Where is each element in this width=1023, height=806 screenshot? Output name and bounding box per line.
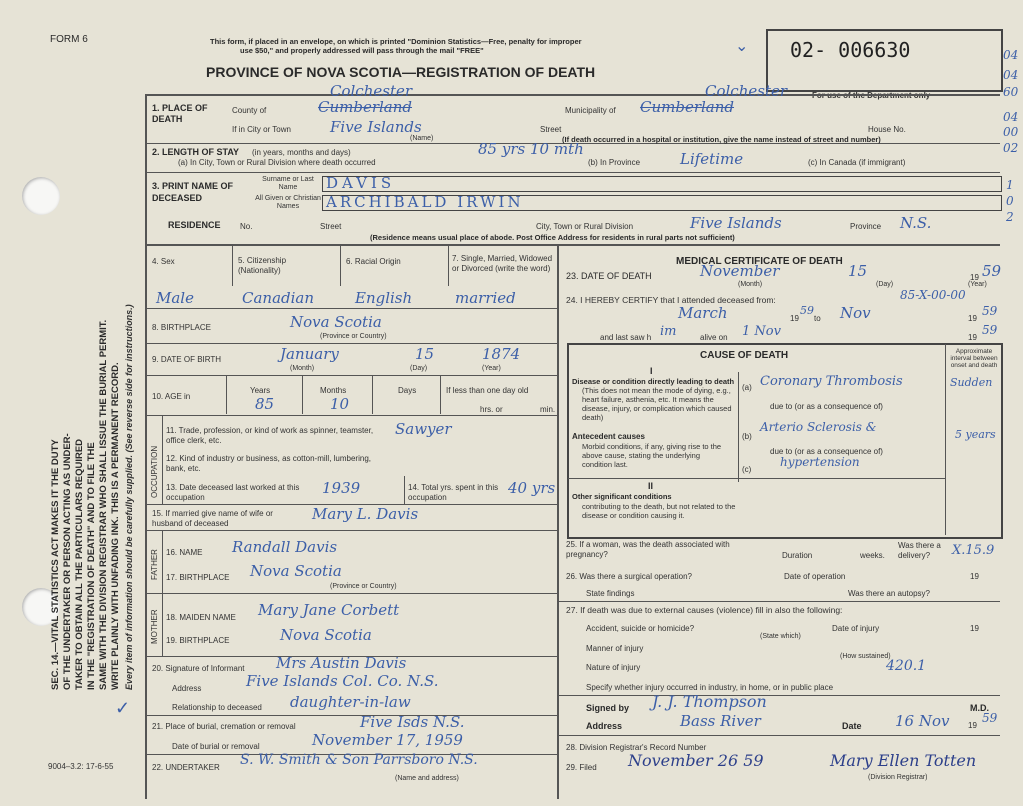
alive-on-value: 1 Nov	[742, 324, 781, 339]
municipality-label: Municipality of	[565, 106, 616, 115]
print-name-label: 3. PRINT NAME OF DECEASED	[152, 181, 234, 203]
father-birthplace-label: 17. BIRTHPLACE	[166, 573, 230, 582]
date-of-birth-label: 9. DATE OF BIRTH	[152, 355, 222, 364]
manner-label: Manner of injury	[586, 644, 644, 653]
province-or-country-sub-father: (Province or Country)	[330, 583, 397, 590]
father-name-value: Randall Davis	[232, 538, 338, 556]
burial-place-value: Five Isds N.S.	[360, 713, 465, 731]
month-sub: (Month)	[290, 365, 315, 372]
house-no-label: House No.	[868, 125, 906, 134]
industry-label: 12. Kind of industry or business, as cotton-mill, lumbering, bank, etc.	[166, 454, 371, 473]
margin-code: 60	[1003, 85, 1019, 99]
interval-a-value: Sudden	[950, 376, 993, 389]
antecedent-label: Antecedent causes	[572, 432, 645, 441]
attended-to-year: 59	[982, 304, 998, 318]
residence-city-label: City, Town or Rural Division	[536, 222, 634, 231]
surname-label: Surname or Last Name	[262, 176, 314, 191]
hospital-note: (If death occurred in a hospital or institution, give the name instead of street and number)	[562, 135, 881, 144]
injury-19: 19	[970, 624, 979, 633]
if-less-label: If less than one day old	[446, 386, 529, 395]
cause-c-value: hypertension	[780, 455, 860, 469]
racial-origin-label: 6. Racial Origin	[346, 257, 401, 266]
stay-c-label: (c) In Canada (if immigrant)	[808, 158, 906, 167]
margin-code: 0	[1006, 194, 1014, 208]
death-day-sub: (Day)	[876, 281, 894, 288]
stay-b-label: (b) In Province	[588, 158, 641, 167]
other-sig-label: Other significant conditions	[572, 492, 672, 501]
residence-city-value: Five Islands	[690, 214, 782, 232]
surname-field[interactable]	[322, 176, 1002, 192]
cause-title: CAUSE OF DEATH	[700, 350, 789, 361]
dob-year-value: 1874	[482, 345, 521, 363]
spouse-label: 15. If married give name of wife or husband of deceased	[152, 509, 273, 528]
certify-label: 24. I HEREBY CERTIFY that I attended deceased from:	[566, 295, 776, 305]
county-struck-value: Cumberland	[318, 98, 413, 116]
division-registrar-sub: (Division Registrar)	[868, 774, 928, 781]
cause-direct-label: Disease or condition directly leading to death	[572, 377, 735, 386]
last-worked-label: 13. Date deceased last worked at this occupation	[166, 483, 300, 502]
check-mark: ⌄	[735, 36, 749, 55]
residence-no-label: No.	[240, 222, 253, 231]
mother-side-label: MOTHER	[150, 609, 159, 644]
date-of-operation-label: Date of operation	[784, 572, 846, 581]
cause-c-label: (c)	[742, 465, 752, 474]
margin-code: 1	[1006, 178, 1014, 192]
form-title: PROVINCE OF NOVA SCOTIA—REGISTRATION OF DEATH	[206, 64, 596, 80]
state-which-sub: (State which)	[760, 633, 801, 640]
delivery-code: X.15.9	[952, 543, 995, 558]
alive-19: 19	[968, 333, 977, 342]
name-sub-label: (Name)	[410, 135, 434, 142]
trade-label: 11. Trade, profession, or kind of work as spinner, teamster, office clerk, etc.	[166, 426, 374, 445]
father-side-label: FATHER	[150, 549, 159, 580]
cause-b-label: (b)	[742, 432, 752, 441]
death-month-sub: (Month)	[738, 281, 763, 288]
md-label: M.D.	[970, 703, 989, 713]
signed-by-label: Signed by	[586, 703, 630, 713]
min-label: min.	[540, 405, 556, 414]
state-findings-label: State findings	[586, 589, 635, 598]
side-text-line: SEC. 14.—VITAL STATISTICS ACT MAKES IT THE DUTY	[50, 439, 61, 690]
years-label: Years	[250, 386, 271, 395]
attended-from-year: 59	[800, 304, 814, 317]
relationship-label: Relationship to deceased	[172, 703, 262, 712]
sex-label: 4. Sex	[152, 257, 175, 266]
informant-value: Mrs Austin Davis	[276, 654, 407, 672]
day-sub: (Day)	[410, 365, 428, 372]
cause-II-label: II	[648, 481, 654, 491]
spouse-value: Mary L. Davis	[312, 505, 419, 523]
death-year-value: 59	[982, 262, 1002, 280]
cert-code: 85-X-00-00	[900, 288, 966, 302]
registration-number: 02- 006630	[790, 38, 911, 62]
residence-province-value: N.S.	[900, 214, 932, 232]
sex-value: Male	[156, 289, 194, 307]
marital-value: married	[455, 289, 516, 307]
mother-maiden-label: 18. MAIDEN NAME	[166, 613, 236, 622]
delivery-label: Was there a delivery?	[898, 541, 941, 560]
date-of-death-label: 23. DATE OF DEATH	[566, 271, 652, 281]
burial-date-value: November 17, 1959	[312, 731, 463, 749]
due-to-label-1: due to (or as a consequence of)	[770, 402, 883, 411]
relationship-value: daughter-in-law	[290, 693, 411, 711]
last-saw-label: and last saw h	[600, 333, 652, 342]
residence-street-label: Street	[320, 222, 342, 231]
filed-value: November 26 59	[628, 751, 764, 770]
side-text-line: Every item of information should be carefully supplied. (See reverse side for instructions.)	[124, 304, 134, 690]
cause-a-value: Coronary Thrombosis	[760, 374, 903, 389]
interval-label: Approximate interval between onset and death	[950, 348, 998, 369]
to-label: to	[814, 314, 821, 323]
trade-value: Sawyer	[395, 420, 452, 438]
given-label: All Given or Christian Names	[255, 195, 321, 210]
city-or-town-value: Five Islands	[330, 118, 422, 136]
accident-label: Accident, suicide or homicide?	[586, 624, 695, 633]
dob-day-value: 15	[415, 345, 435, 363]
registrar-signature: Mary Ellen Totten	[830, 751, 977, 770]
mother-birthplace-label: 19. BIRTHPLACE	[166, 636, 230, 645]
death-month-value: November	[700, 262, 780, 280]
alive-on-label: alive on	[700, 333, 728, 342]
total-years-label: 14. Total yrs. spent in this occupation	[408, 483, 499, 502]
check-mark: ✓	[115, 698, 131, 719]
external-label: 27. If death was due to external causes (violence) fill in also the following:	[566, 605, 843, 615]
dob-month-value: January	[280, 345, 339, 363]
cause-a-label: (a)	[742, 383, 752, 392]
autopsy-label: Was there an autopsy?	[848, 589, 930, 598]
municipality-struck-value: Cumberland	[640, 98, 735, 116]
signed-by-value: J. J. Thompson	[652, 692, 767, 711]
form-number: FORM 6	[50, 34, 88, 45]
side-text-line: IN THE "REGISTRATION OF DEATH" AND TO FILE THE	[86, 442, 97, 690]
last-worked-value: 1939	[322, 479, 361, 497]
length-of-stay-sub: (in years, months and days)	[252, 148, 351, 157]
signer-address-label: Address	[586, 721, 623, 731]
surname-value: DAVIS	[326, 174, 396, 192]
specify-label: Specify whether injury occurred in industry, in home, or in public place	[586, 683, 834, 692]
stay-b-value: Lifetime	[680, 150, 744, 168]
surgical-label: 26. Was there a surgical operation?	[566, 572, 692, 581]
attended-from-19: 19	[790, 314, 799, 323]
attended-from-value: March	[678, 304, 728, 322]
province-or-country-sub: (Province or Country)	[320, 333, 387, 340]
father-name-label: 16. NAME	[166, 548, 203, 557]
print-code: 9004–3.2: 17-6-55	[48, 762, 114, 771]
woman-label: 25. If a woman, was the death associated with pregnancy?	[566, 540, 730, 559]
filed-label: 29. Filed	[566, 763, 597, 772]
attended-to-value: Nov	[840, 304, 871, 322]
informant-address-label: Address	[172, 684, 202, 693]
other-sig-sub: contributing to the death, but not related to the disease or condition causing it.	[582, 502, 736, 520]
interval-b-value: 5 years	[955, 428, 996, 441]
racial-origin-value: English	[355, 289, 413, 307]
mother-birthplace-value: Nova Scotia	[280, 626, 372, 644]
side-text-line: SAME WITH THE DIVISION REGISTRAR WHO SHALL ISSUE THE BURIAL PERMIT.	[98, 319, 109, 690]
name-and-address-sub: (Name and address)	[395, 775, 459, 782]
undertaker-label: 22. UNDERTAKER	[152, 763, 220, 772]
stay-a-label: (a) In City, Town or Rural Division where death occurred	[178, 158, 376, 167]
weeks-label: weeks.	[860, 551, 885, 560]
county-label: County of	[232, 106, 267, 115]
cause-direct-sub: (This does not mean the mode of dying, e.g., heart failure, asthenia, etc. It means the disease, injury, or complication which caused death)	[582, 386, 732, 422]
side-text-line: WRITE PLAINLY WITH UNFADING INK. THIS IS A PERMANENT RECORD.	[110, 362, 121, 690]
antecedent-sub: Morbid conditions, if any, giving rise to the above cause, stating the underlying condition last.	[582, 442, 722, 469]
duration-label: Duration	[782, 551, 813, 560]
citizenship-value: Canadian	[242, 289, 315, 307]
code-420: 420.1	[886, 658, 927, 674]
mailing-notice-2: use $50," and properly addressed will pass through the mail "FREE"	[240, 46, 484, 55]
death-year-prefix: 19	[970, 273, 979, 282]
city-or-town-label: If in City or Town	[232, 125, 291, 134]
how-sustained-sub: (How sustained)	[840, 653, 891, 660]
county-value: Colchester	[330, 82, 413, 100]
death-year-sub: (Year)	[968, 281, 987, 288]
operation-19: 19	[970, 572, 979, 581]
date-of-injury-label: Date of injury	[832, 624, 880, 633]
mother-maiden-value: Mary Jane Corbett	[258, 601, 400, 619]
due-to-label-2: due to (or as a consequence of)	[770, 447, 883, 456]
length-of-stay-label: 2. LENGTH OF STAY	[152, 147, 240, 157]
total-years-value: 40 yrs	[508, 479, 556, 497]
municipality-value: Colchester	[705, 82, 788, 100]
sign-date-label: Date	[842, 721, 862, 731]
margin-code: 04	[1003, 68, 1019, 82]
year-sub: (Year)	[482, 365, 501, 372]
margin-code: 04	[1003, 48, 1019, 62]
street-label: Street	[540, 125, 562, 134]
burial-place-label: 21. Place of burial, cremation or removal	[152, 722, 296, 731]
informant-address-value: Five Islands Col. Co. N.S.	[246, 672, 439, 690]
binder-hole-top	[22, 177, 60, 215]
birthplace-value: Nova Scotia	[290, 313, 382, 331]
days-label: Days	[398, 386, 417, 395]
residence-note: (Residence means usual place of abode. Post Office Address for residents in rural parts not sufficient)	[370, 233, 735, 242]
side-text-line: OF THE UNDERTAKER OR PERSON ACTING AS UNDER-	[62, 433, 73, 690]
death-day-value: 15	[848, 262, 868, 280]
residence-label: RESIDENCE	[168, 220, 221, 230]
age-months-value: 10	[330, 395, 350, 413]
side-text-line: TAKER TO OBTAIN ALL THE PARTICULARS REQUIRED	[74, 438, 85, 690]
cause-b-value: Arterio Sclerosis &	[760, 420, 877, 434]
given-names-value: ARCHIBALD IRWIN	[326, 193, 524, 211]
occupation-side-label: OCCUPATION	[150, 445, 159, 498]
undertaker-value: S. W. Smith & Son Parrsboro N.S.	[240, 752, 478, 768]
alive-year: 59	[982, 323, 998, 337]
age-years-value: 85	[255, 395, 275, 413]
father-birthplace-value: Nova Scotia	[250, 562, 342, 580]
citizenship-label: 5. Citizenship (Nationality)	[238, 256, 287, 275]
margin-code: 00	[1003, 125, 1019, 139]
sign-19: 19	[968, 721, 977, 730]
birthplace-label: 8. BIRTHPLACE	[152, 323, 211, 332]
registrar-no-label: 28. Division Registrar's Record Number	[566, 743, 707, 752]
sign-date-value: 16 Nov	[895, 712, 950, 730]
hrs-or-label: hrs. or	[480, 405, 503, 414]
mailing-notice-1: This form, if placed in an envelope, on which is printed "Dominion Statistics—Free, penalty for improper	[210, 37, 582, 46]
medical-certificate-title: MEDICAL CERTIFICATE OF DEATH	[676, 256, 843, 267]
margin-code: 04	[1003, 110, 1019, 124]
residence-province-label: Province	[850, 222, 882, 231]
attended-to-19: 19	[968, 314, 977, 323]
cause-I-label: I	[650, 366, 653, 376]
months-label: Months	[320, 386, 347, 395]
last-saw-value: im	[660, 324, 677, 339]
marital-label: 7. Single, Married, Widowed or Divorced (write the word)	[452, 254, 553, 273]
informant-label: 20. Signature of Informant	[152, 664, 245, 673]
margin-code: 2	[1006, 210, 1014, 224]
nature-label: Nature of injury	[586, 663, 641, 672]
age-label: 10. AGE in	[152, 392, 191, 401]
stay-a-value: 85 yrs 10 mth	[478, 140, 584, 158]
place-of-death-label: 1. PLACE OF DEATH	[152, 103, 208, 124]
sign-year-value: 59	[982, 711, 998, 725]
signer-address-value: Bass River	[680, 712, 761, 730]
burial-date-label: Date of burial or removal	[172, 742, 260, 751]
margin-code: 02	[1003, 141, 1019, 155]
